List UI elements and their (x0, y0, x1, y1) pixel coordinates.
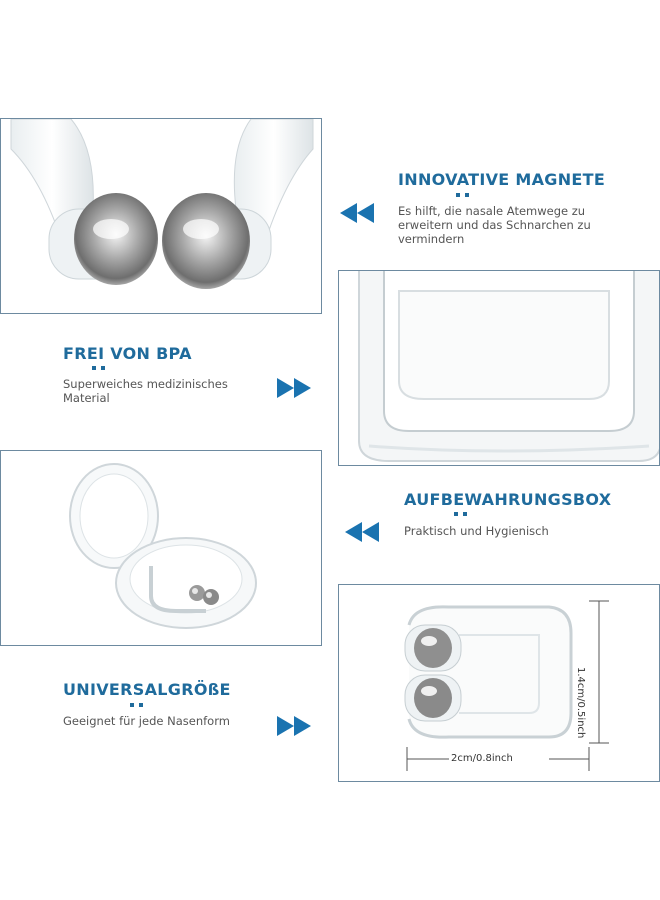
feature-title-universal-size: UNIVERSALGRÖßE (63, 680, 231, 699)
feature-desc-storage-box: Praktisch und Hygienisch (404, 524, 549, 538)
feature-desc-bpa: Superweiches medizinisches Material (63, 377, 228, 405)
feature-desc-magnets: Es hilft, die nasale Atemwege zu erweitern und das Schnarchen zu vermindern (398, 204, 591, 246)
panel-dimensions-image (338, 584, 660, 782)
title-underline-dots (130, 703, 146, 707)
height-dimension-label: 1.4cm/0.5inch (575, 667, 586, 739)
title-underline-dots (92, 366, 108, 370)
title-underline-dots (454, 512, 470, 516)
feature-title-storage-box: AUFBEWAHRUNGSBOX (404, 490, 612, 509)
feature-title-magnets: INNOVATIVE MAGNETE (398, 170, 606, 189)
double-arrow-left-icon (340, 203, 374, 223)
panel-bpa-image (338, 270, 660, 466)
panel-magnets-image (0, 118, 322, 314)
feature-title-bpa: FREI VON BPA (63, 344, 192, 363)
double-arrow-right-icon (277, 378, 311, 398)
title-underline-dots (456, 193, 472, 197)
panel-storage-box-image (0, 450, 322, 646)
feature-desc-universal-size: Geeignet für jede Nasenform (63, 714, 230, 728)
magnet-closeup-illustration (1, 119, 322, 314)
double-arrow-right-icon (277, 716, 311, 736)
double-arrow-left-icon (345, 522, 379, 542)
width-dimension-label: 2cm/0.8inch (451, 753, 513, 764)
clip-closeup-illustration (339, 271, 660, 466)
storage-box-illustration (1, 451, 322, 646)
